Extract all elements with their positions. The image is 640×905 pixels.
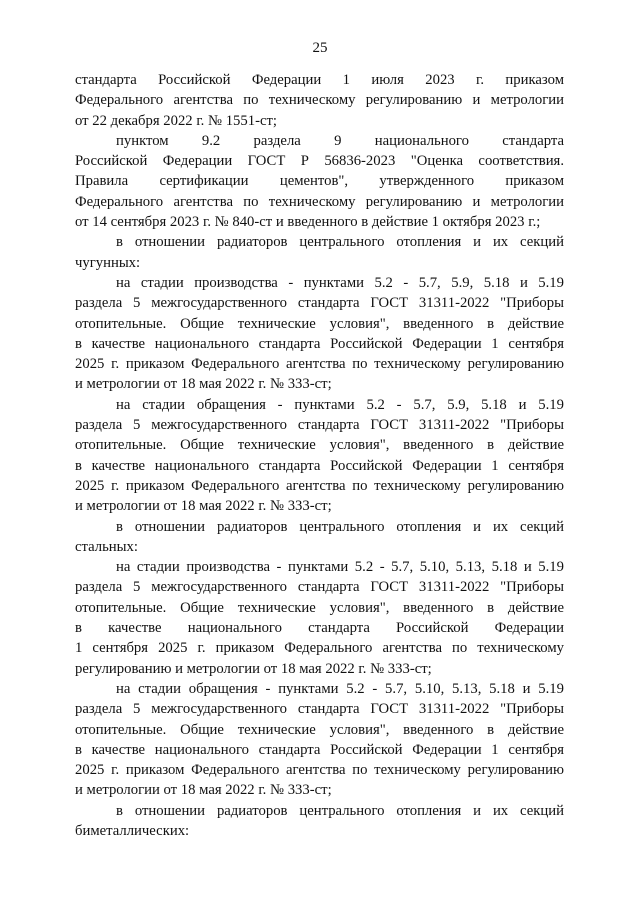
paragraph <box>75 273 564 395</box>
text-line: отопительные. Общие технические условия", введенного в действие <box>75 599 564 616</box>
text-line: на стадии производства - пунктами 5.2 - 5.7, 5.9, 5.18 и 5.19 <box>116 274 564 291</box>
paragraph <box>75 801 564 842</box>
text-line: и метрологии от 18 мая 2022 г. № 333-ст; <box>75 498 332 515</box>
text-line: 2025 г. приказом Федерального агентства по техническому регулированию <box>75 762 564 779</box>
text-line: стальных: <box>75 538 138 555</box>
text-line: Федерального агентства по техническому регулированию и метрологии <box>75 92 564 109</box>
text-line: Правила сертификации цементов", утвержденного приказом <box>75 173 564 190</box>
text-line: в качестве национального стандарта Российской Федерации 1 сентября <box>75 335 564 352</box>
text-line: отопительные. Общие технические условия", введенного в действие <box>75 721 564 738</box>
text-line: отопительные. Общие технические условия", введенного в действие <box>75 437 564 454</box>
text-line: от 22 декабря 2022 г. № 1551-ст; <box>75 112 277 129</box>
paragraph <box>75 679 564 801</box>
text-line: в отношении радиаторов центрального отопления и их секций <box>116 802 564 819</box>
text-line: раздела 5 межгосударственного стандарта ГОСТ 31311-2022 "Приборы <box>75 701 564 718</box>
text-line: стандарта Российской Федерации 1 июля 2023 г. приказом <box>75 72 564 88</box>
paragraph <box>75 517 564 558</box>
text-line: раздела 5 межгосударственного стандарта ГОСТ 31311-2022 "Приборы <box>75 295 564 312</box>
text-line: Российской Федерации ГОСТ Р 56836-2023 "Оценка соответствия. <box>75 153 564 170</box>
text-line: 2025 г. приказом Федерального агентства по техническому регулированию <box>75 356 564 373</box>
paragraph <box>75 131 564 232</box>
text-line: и метрологии от 18 мая 2022 г. № 333-ст; <box>75 376 332 393</box>
paragraph <box>75 70 564 131</box>
text-line: регулированию и метрологии от 18 мая 2022 г. № 333-ст; <box>75 660 432 677</box>
text-line: 1 сентября 2025 г. приказом Федерального агентства по техническому <box>75 640 564 657</box>
text-line: на стадии обращения - пунктами 5.2 - 5.7, 5.10, 5.13, 5.18 и 5.19 <box>116 680 564 697</box>
paragraph <box>75 232 564 273</box>
text-line: от 14 сентября 2023 г. № 840-ст и введенного в действие 1 октября 2023 г.; <box>75 214 541 231</box>
paragraph <box>75 395 564 517</box>
text-line: в отношении радиаторов центрального отопления и их секций <box>116 234 564 251</box>
document-body <box>75 70 564 841</box>
text-line: в качестве национального стандарта Российской Федерации 1 сентября <box>75 741 564 758</box>
text-line: Федерального агентства по техническому регулированию и метрологии <box>75 193 564 210</box>
text-line: пунктом 9.2 раздела 9 национального стандарта <box>116 132 564 149</box>
text-line: в качестве национального стандарта Российской Федерации 1 сентября <box>75 457 564 474</box>
text-line: на стадии обращения - пунктами 5.2 - 5.7, 5.9, 5.18 и 5.19 <box>116 396 564 413</box>
text-line: биметаллических: <box>75 822 190 839</box>
text-line: раздела 5 межгосударственного стандарта ГОСТ 31311-2022 "Приборы <box>75 579 564 596</box>
text-line: на стадии производства - пунктами 5.2 - 5.7, 5.10, 5.13, 5.18 и 5.19 <box>116 559 564 576</box>
text-line: чугунных: <box>75 254 141 271</box>
text-line: раздела 5 межгосударственного стандарта ГОСТ 31311-2022 "Приборы <box>75 417 564 434</box>
paragraph <box>75 557 564 679</box>
text-line: в отношении радиаторов центрального отопления и их секций <box>116 518 564 535</box>
text-line: отопительные. Общие технические условия", введенного в действие <box>75 315 564 332</box>
page-number: 25 <box>312 40 328 56</box>
text-line: 2025 г. приказом Федерального агентства по техническому регулированию <box>75 477 564 494</box>
text-line: в качестве национального стандарта Российской Федерации <box>75 620 564 637</box>
text-line: и метрологии от 18 мая 2022 г. № 333-ст; <box>75 782 332 799</box>
